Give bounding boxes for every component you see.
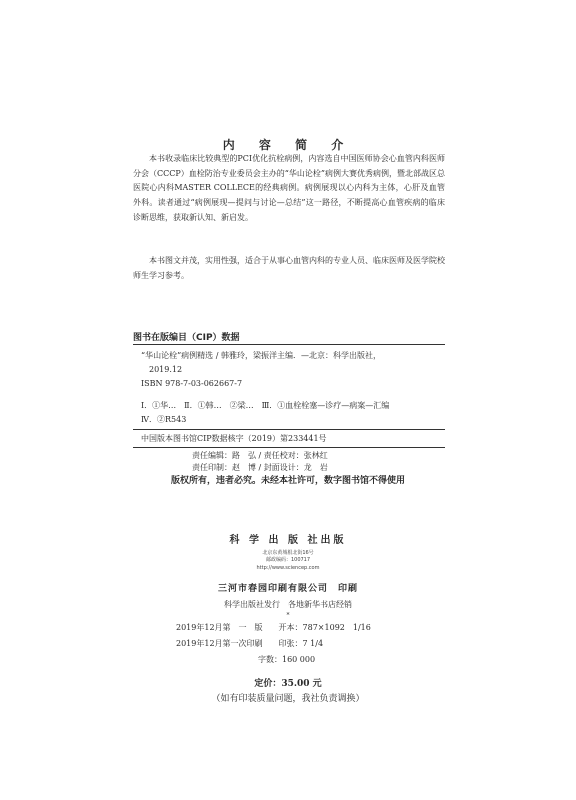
summary-title: 内 容 简 介 [222, 138, 354, 152]
staff-production: 责任印制：赵 博 / 封面设计：龙 岩 [192, 463, 328, 472]
cip-bottom-rule [133, 447, 445, 448]
cip-title-line: “华山论栓”病例精选 / 韩雅玲，梁振洋主编．—北京：科学出版社， [141, 351, 381, 360]
impression-line: 2019年12月第一次印刷 印张：7 1/4 [176, 639, 324, 648]
quality-note: （如有印装质量问题，我社负责调换） [211, 694, 365, 704]
publisher-url: http://www.sciencep.com [256, 565, 320, 571]
publisher-zip: 邮政编码：100717 [265, 557, 311, 563]
cip-top-rule [133, 344, 445, 345]
cip-core-number: 中国版本图书馆CIP数据核字（2019）第233441号 [141, 434, 327, 443]
printer: 三河市春园印刷有限公司 印刷 [217, 584, 358, 594]
word-count: 字数：160 000 [258, 655, 316, 664]
copyright-notice: 版权所有，违者必究。未经本社许可，数字图书馆不得使用 [170, 476, 405, 486]
distribution: 科学出版社发行 各地新华书店经销 [224, 600, 352, 609]
summary-paragraph-2: 本书图文并茂，实用性强，适合于从事心血管内科的专业人员、临床医师及医学院校师生学习参考。 [133, 256, 445, 280]
cip-isbn: ISBN 978-7-03-062667-7 [141, 379, 243, 388]
edition-line: 2019年12月第 一 版 开本：787×1092 1/16 [176, 623, 371, 632]
summary-paragraph-1: 本书收录临床比较典型的PCI优化抗栓病例，内容选自中国医师协会心血管内科医师分会（CCCP）血栓防治专业委员会主办的“华山论栓”病例大赛优秀病例，暨北部战区总医院心内科MASTER COLLECE的经典病例。病例展现以心内科为主体，心肝及血管外科。读者通过“病例展现—提问与讨论—总结”这一路径，不断提高心血管疾病的临床诊断思维，获取新认知、新启发。 [133, 154, 445, 222]
staff-editors: 责任编辑：路 弘 / 责任校对：张林红 [192, 451, 328, 460]
publisher-name: 科 学 出 版 社出版 [229, 535, 347, 546]
cip-classification-1: Ⅰ．①华… Ⅱ．①韩… ②梁… Ⅲ．①血栓栓塞—诊疗—病案—汇编 [141, 401, 390, 410]
cip-classification-2: Ⅳ．②R543 [141, 415, 187, 424]
cip-year-line: 2019.12 [149, 365, 183, 374]
cip-middle-rule [133, 429, 445, 430]
publisher-address: 北京东黄城根北街16号 [262, 550, 314, 556]
separator-star: * [286, 612, 290, 619]
price: 定价：35.00 元 [254, 679, 322, 689]
cip-heading: 图书在版编目（CIP）数据 [133, 333, 240, 343]
